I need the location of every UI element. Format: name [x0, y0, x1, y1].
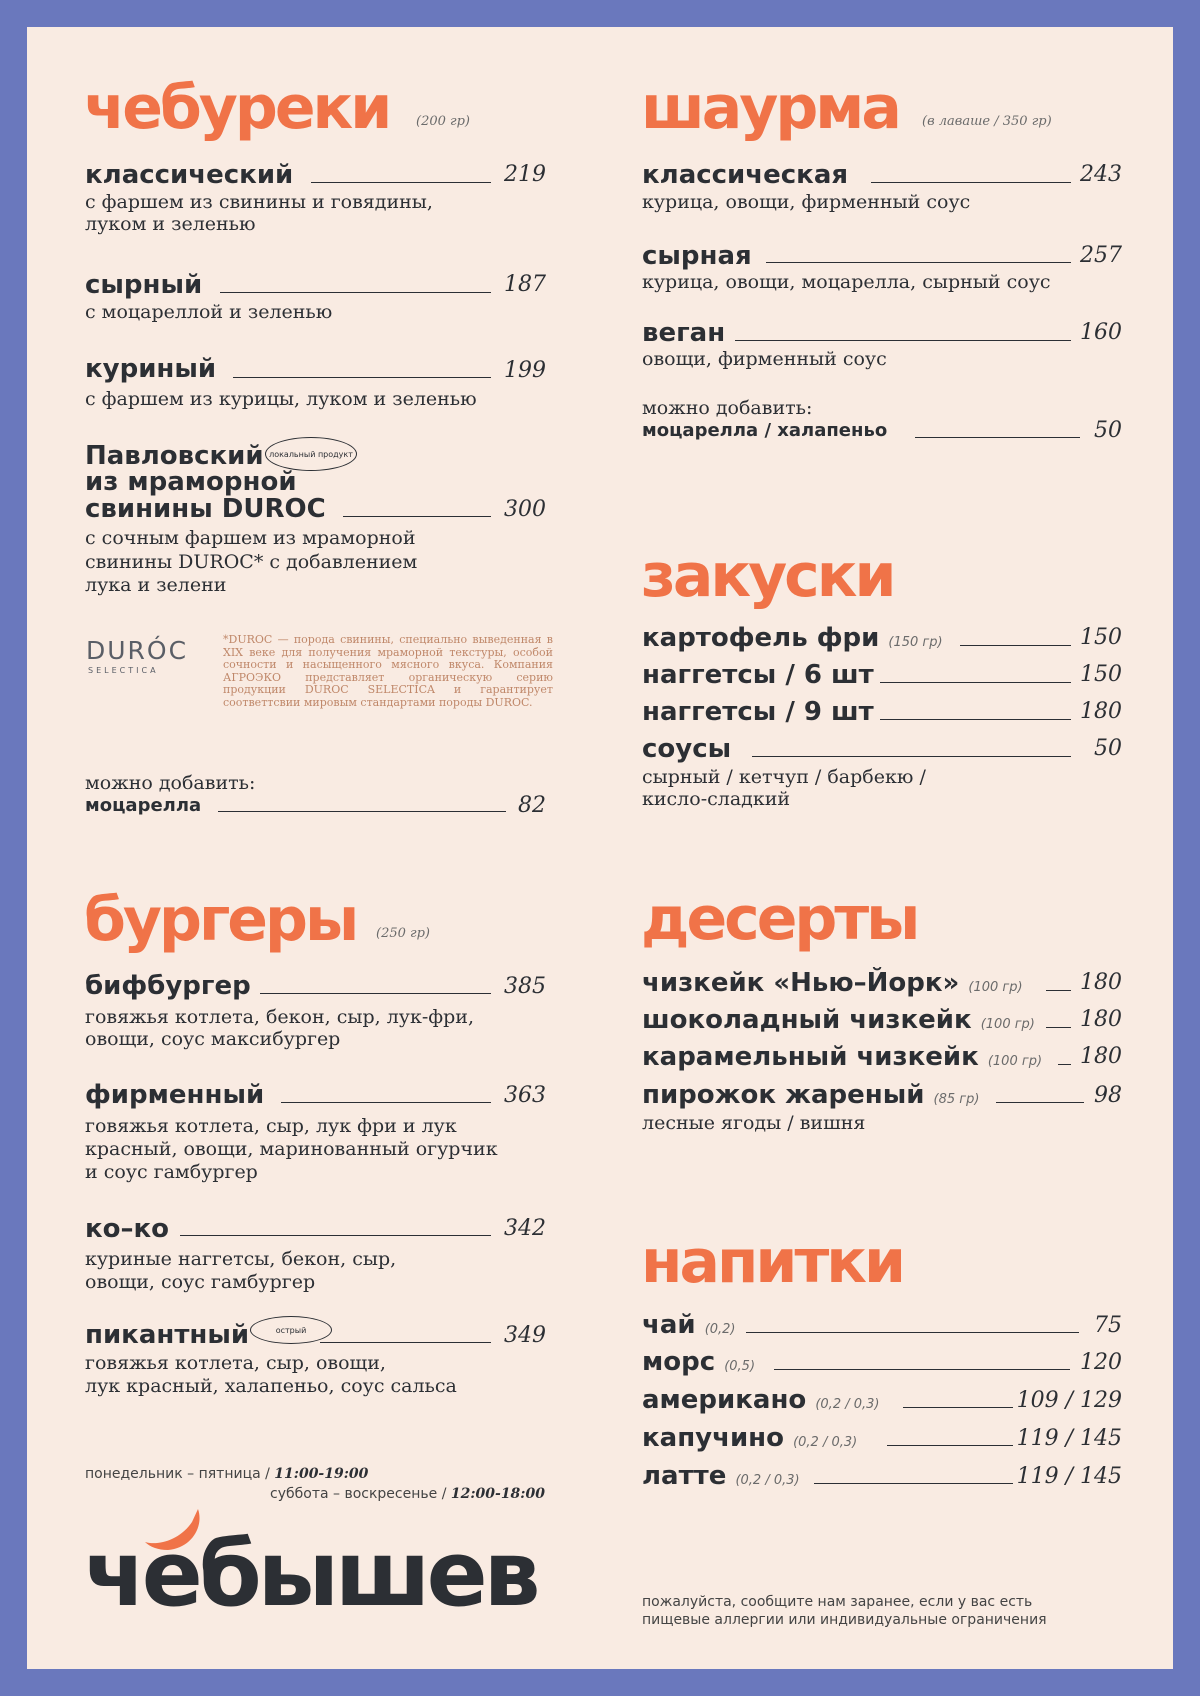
menu-item-price: 243 — [1080, 162, 1122, 187]
addon-item: моцарелла — [85, 795, 202, 816]
menu-item-price: 150 — [1080, 662, 1122, 687]
price-leader — [180, 1235, 491, 1236]
menu-item-desc: кисло-сладкий — [642, 788, 791, 810]
price-leader — [260, 993, 491, 994]
menu-item-name: чизкейк «Нью–Йорк» (100 гр) — [642, 968, 1023, 998]
addon-price: 50 — [1094, 418, 1122, 443]
menu-item-desc: овощи, фирменный соус — [642, 348, 887, 370]
price-leader — [746, 1332, 1079, 1333]
menu-item-name: веган — [642, 318, 726, 348]
price-leader — [903, 1407, 1013, 1408]
portion-note: (100 гр) — [987, 1054, 1043, 1069]
menu-item-price: 119 / 145 — [1016, 1426, 1122, 1451]
menu-item-name: пикантный — [85, 1320, 250, 1350]
section-title-drinks: напитки — [641, 1227, 903, 1297]
addon-price: 82 — [518, 793, 546, 818]
menu-item-price: 180 — [1080, 1007, 1122, 1032]
menu-item-name: карамельный чизкейк (100 гр) — [642, 1042, 1043, 1072]
section-note-shawarma: (в лаваше / 350 гр) — [922, 114, 1052, 129]
duroc-footnote: *DUROC — порода свинины, специально выведенная в XIX веке для получения мраморной текстуры, особой сочности и насыщенного мясного вкуса. Компания АГРОЭКО представляет органическую серию продукции DUROC SELECTICA и гарантирует соответтсвии мировым стандартами породы DUROC. — [223, 633, 553, 709]
menu-item-name: шоколадный чизкейк (100 гр) — [642, 1005, 1035, 1035]
menu-item-price: 363 — [504, 1083, 546, 1108]
menu-item-price: 199 — [504, 358, 546, 383]
allergy-note-line: пищевые аллергии или индивидуальные ограничения — [642, 1612, 1047, 1628]
menu-item-desc: курица, овощи, фирменный соус — [642, 191, 971, 213]
addon-label: можно добавить: — [642, 397, 813, 419]
menu-item-price: 50 — [1094, 736, 1122, 761]
duroc-logo-subtitle: SELECTICA — [88, 666, 159, 675]
menu-item-desc: красный, овощи, маринованный огурчик — [85, 1138, 498, 1160]
addon-label: можно добавить: — [85, 772, 256, 794]
brand-logo-text: чебышев — [84, 1522, 537, 1627]
menu-item-name: сырная — [642, 241, 752, 271]
menu-item-desc: овощи, соус гамбургер — [85, 1271, 316, 1293]
volume-note: (0,5) — [724, 1359, 756, 1374]
hours-weekdays: понедельник – пятница / 11:00-19:00 — [85, 1466, 369, 1482]
menu-item-price: 187 — [504, 272, 546, 297]
section-title-desserts: десерты — [641, 884, 918, 954]
price-leader — [752, 756, 1071, 757]
price-leader — [281, 1102, 491, 1103]
price-leader — [735, 340, 1071, 341]
menu-item-name: капучино (0,2 / 0,3) — [642, 1423, 858, 1453]
menu-item-price: 180 — [1080, 970, 1122, 995]
price-leader — [915, 437, 1080, 438]
menu-item-name: фирменный — [85, 1080, 265, 1110]
menu-item-name: ко–ко — [85, 1214, 170, 1244]
menu-item-desc: овощи, соус максибургер — [85, 1028, 341, 1050]
portion-note: (100 гр) — [968, 980, 1023, 995]
menu-item-name: наггетсы / 9 шт — [642, 697, 874, 727]
price-leader — [218, 811, 506, 812]
menu-item-name: сырный — [85, 270, 203, 300]
local-product-badge: локальный продукт — [265, 437, 357, 471]
menu-item-desc: лесные ягоды / вишня — [642, 1112, 866, 1134]
price-leader — [960, 645, 1071, 646]
price-leader — [343, 516, 491, 517]
section-title-shawarma: шаурма — [641, 73, 899, 143]
menu-item-name: классический — [85, 160, 294, 190]
section-note-burgers: (250 гр) — [376, 926, 430, 941]
menu-item-name: свинины DUROC — [85, 494, 326, 524]
menu-item-name: наггетсы / 6 шт — [642, 660, 874, 690]
addon-item: моцарелла / халапеньо — [642, 420, 888, 441]
menu-item-desc: курица, овощи, моцарелла, сырный соус — [642, 271, 1051, 293]
menu-item-desc: говяжья котлета, бекон, сыр, лук-фри, — [85, 1006, 475, 1028]
menu-item-name: куриный — [85, 354, 217, 384]
menu-item-name: пирожок жареный (85 гр) — [642, 1080, 980, 1110]
menu-item-price: 257 — [1080, 243, 1122, 268]
volume-note: (0,2) — [704, 1322, 736, 1337]
menu-item-desc: с фаршем из курицы, луком и зеленью — [85, 388, 477, 410]
menu-item-price: 150 — [1080, 625, 1122, 650]
price-leader — [766, 262, 1071, 263]
menu-item-name: из мраморной — [85, 467, 297, 497]
menu-item-name: американо (0,2 / 0,3) — [642, 1385, 880, 1415]
section-title-cheburek: чебуреки — [84, 73, 390, 143]
menu-item-name: морс (0,5) — [642, 1347, 756, 1377]
portion-note: (150 гр) — [888, 635, 943, 650]
allergy-note-line: пожалуйста, сообщите нам заранее, если у вас есть — [642, 1594, 1033, 1610]
menu-item-name: латте (0,2 / 0,3) — [642, 1461, 800, 1491]
price-leader — [880, 682, 1071, 683]
menu-item-price: 219 — [504, 162, 546, 187]
menu-item-name: чай (0,2) — [642, 1310, 736, 1340]
menu-item-desc: куриные наггетсы, бекон, сыр, — [85, 1248, 397, 1270]
portion-note: (85 гр) — [933, 1092, 980, 1107]
menu-item-desc: говяжья котлета, сыр, лук фри и лук — [85, 1115, 457, 1137]
menu-item-desc: с моцареллой и зеленью — [85, 301, 333, 323]
menu-item-price: 109 / 129 — [1016, 1388, 1122, 1413]
menu-item-price: 342 — [504, 1216, 546, 1241]
menu-item-name: бифбургер — [85, 971, 251, 1001]
menu-item-desc: с сочным фаршем из мраморной — [85, 527, 416, 549]
menu-item-desc: лук красный, халапеньо, соус сальса — [85, 1375, 457, 1397]
menu-item-name: соусы — [642, 734, 732, 764]
duroc-logo: DURÓC — [86, 636, 189, 665]
menu-item-price: 349 — [504, 1323, 546, 1348]
section-title-snacks: закуски — [641, 541, 894, 611]
menu-item-desc: говяжья котлета, сыр, овощи, — [85, 1352, 386, 1374]
menu-item-name: классическая — [642, 160, 849, 190]
menu-item-desc: с фаршем из свинины и говядины, — [85, 191, 433, 213]
volume-note: (0,2 / 0,3) — [793, 1435, 858, 1450]
section-title-burgers: бургеры — [84, 885, 357, 955]
price-leader — [233, 377, 491, 378]
menu-item-price: 98 — [1094, 1083, 1122, 1108]
price-leader — [871, 182, 1071, 183]
menu-item-price: 180 — [1080, 1044, 1122, 1069]
price-leader — [320, 1342, 491, 1343]
menu-item-desc: и соус гамбургер — [85, 1161, 258, 1183]
menu-item-name: Павловский — [85, 441, 264, 471]
menu-item-name: картофель фри (150 гр) — [642, 623, 943, 653]
price-leader — [311, 182, 491, 183]
menu-item-desc: свинины DUROC* с добавлением — [85, 551, 418, 573]
price-leader — [220, 292, 491, 293]
menu-item-price: 120 — [1080, 1350, 1122, 1375]
menu-item-price: 75 — [1094, 1313, 1122, 1338]
volume-note: (0,2 / 0,3) — [815, 1397, 880, 1412]
menu-item-desc: луком и зеленью — [85, 213, 256, 235]
spicy-badge: острый — [250, 1316, 332, 1344]
menu-item-price: 119 / 145 — [1016, 1464, 1122, 1489]
menu-item-price: 300 — [504, 497, 546, 522]
price-leader — [887, 1445, 1013, 1446]
portion-note: (100 гр) — [980, 1017, 1035, 1032]
price-leader — [814, 1483, 1013, 1484]
volume-note: (0,2 / 0,3) — [735, 1473, 800, 1488]
menu-item-price: 180 — [1080, 699, 1122, 724]
menu-item-desc: сырный / кетчуп / барбекю / — [642, 766, 926, 788]
section-note-cheburek: (200 гр) — [416, 114, 470, 129]
menu-item-price: 160 — [1080, 320, 1122, 345]
menu-item-desc: лука и зелени — [85, 574, 227, 596]
price-leader — [880, 719, 1071, 720]
menu-item-price: 385 — [504, 974, 546, 999]
price-leader — [774, 1369, 1070, 1370]
hours-weekend: суббота – воскресенье / 12:00-18:00 — [270, 1486, 545, 1502]
